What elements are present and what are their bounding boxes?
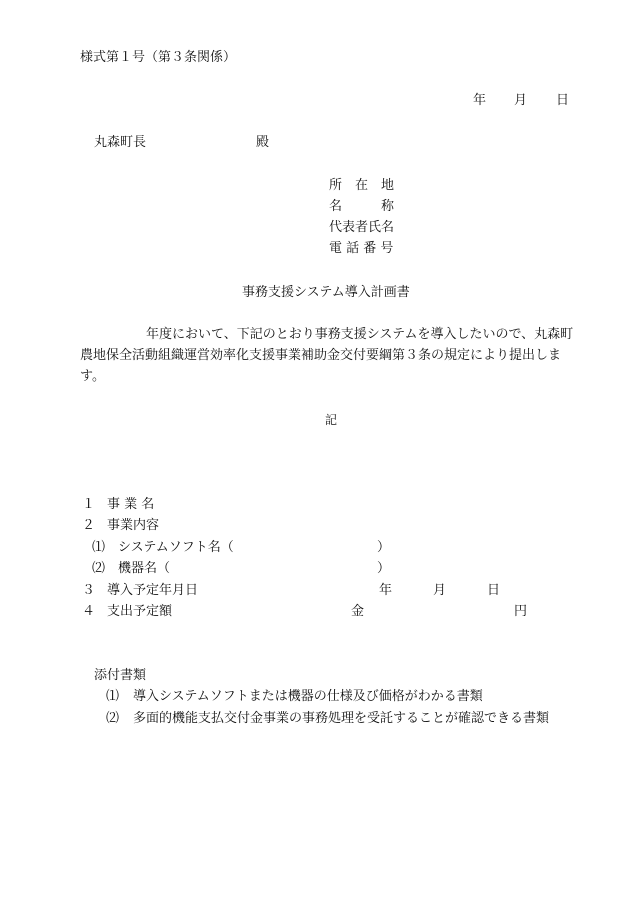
item-4-yen: 円 bbox=[514, 604, 528, 619]
body-paragraph bbox=[80, 324, 580, 387]
attachments-heading: 添付書類 bbox=[94, 668, 147, 683]
phone-label: 電 話 番 号 bbox=[329, 241, 394, 256]
addressee-honorific: 殿 bbox=[256, 135, 270, 150]
attachment-1-number: ⑴ bbox=[106, 689, 120, 704]
subitem-2-close: ） bbox=[377, 561, 391, 576]
item-4-label: 支出予定額 bbox=[107, 604, 173, 619]
attachment-2-number: ⑵ bbox=[106, 711, 120, 726]
form-number: 様式第１号（第３条関係） bbox=[80, 50, 237, 65]
item-3-month: 月 bbox=[433, 583, 447, 598]
date-month-label: 月 bbox=[514, 93, 528, 108]
attachment-2-text: 多面的機能支払交付金事業の事務処理を受託することが確認できる書類 bbox=[133, 711, 550, 726]
subitem-2-label: 機器名（ bbox=[118, 561, 171, 576]
date-day-label: 日 bbox=[556, 93, 570, 108]
subitem-1-label: システムソフト名（ bbox=[118, 540, 234, 555]
subitem-1-close: ） bbox=[377, 540, 391, 555]
item-2-number: ２ bbox=[82, 518, 96, 533]
item-4-number: ４ bbox=[82, 604, 96, 619]
item-4-kin: 金 bbox=[351, 604, 365, 619]
item-1-label: 事 業 名 bbox=[107, 497, 155, 512]
name-label: 名 称 bbox=[329, 199, 395, 214]
ki-heading: 記 bbox=[325, 413, 338, 427]
item-3-year: 年 bbox=[379, 583, 393, 598]
item-3-day: 日 bbox=[487, 583, 501, 598]
item-1-number: １ bbox=[82, 497, 96, 512]
document-title: 事務支援システム導入計画書 bbox=[242, 285, 410, 300]
item-3-label: 導入予定年月日 bbox=[107, 583, 199, 598]
representative-label: 代表者氏名 bbox=[329, 220, 395, 235]
date-year-label: 年 bbox=[473, 93, 487, 108]
attachment-1-text: 導入システムソフトまたは機器の仕様及び価格がわかる書類 bbox=[133, 689, 483, 704]
subitem-2-number: ⑵ bbox=[92, 561, 106, 576]
body-text: 年度において、下記のとおり事務支援システムを導入したいので、丸森町農地保全活動組織運営効率化支援事業補助金交付要綱第３条の規定により提出します。 bbox=[80, 327, 574, 384]
address-label: 所 在 地 bbox=[329, 178, 395, 193]
addressee-name: 丸森町長 bbox=[94, 135, 147, 150]
subitem-1-number: ⑴ bbox=[92, 540, 106, 555]
item-2-label: 事業内容 bbox=[107, 518, 160, 533]
item-3-number: ３ bbox=[82, 583, 96, 598]
